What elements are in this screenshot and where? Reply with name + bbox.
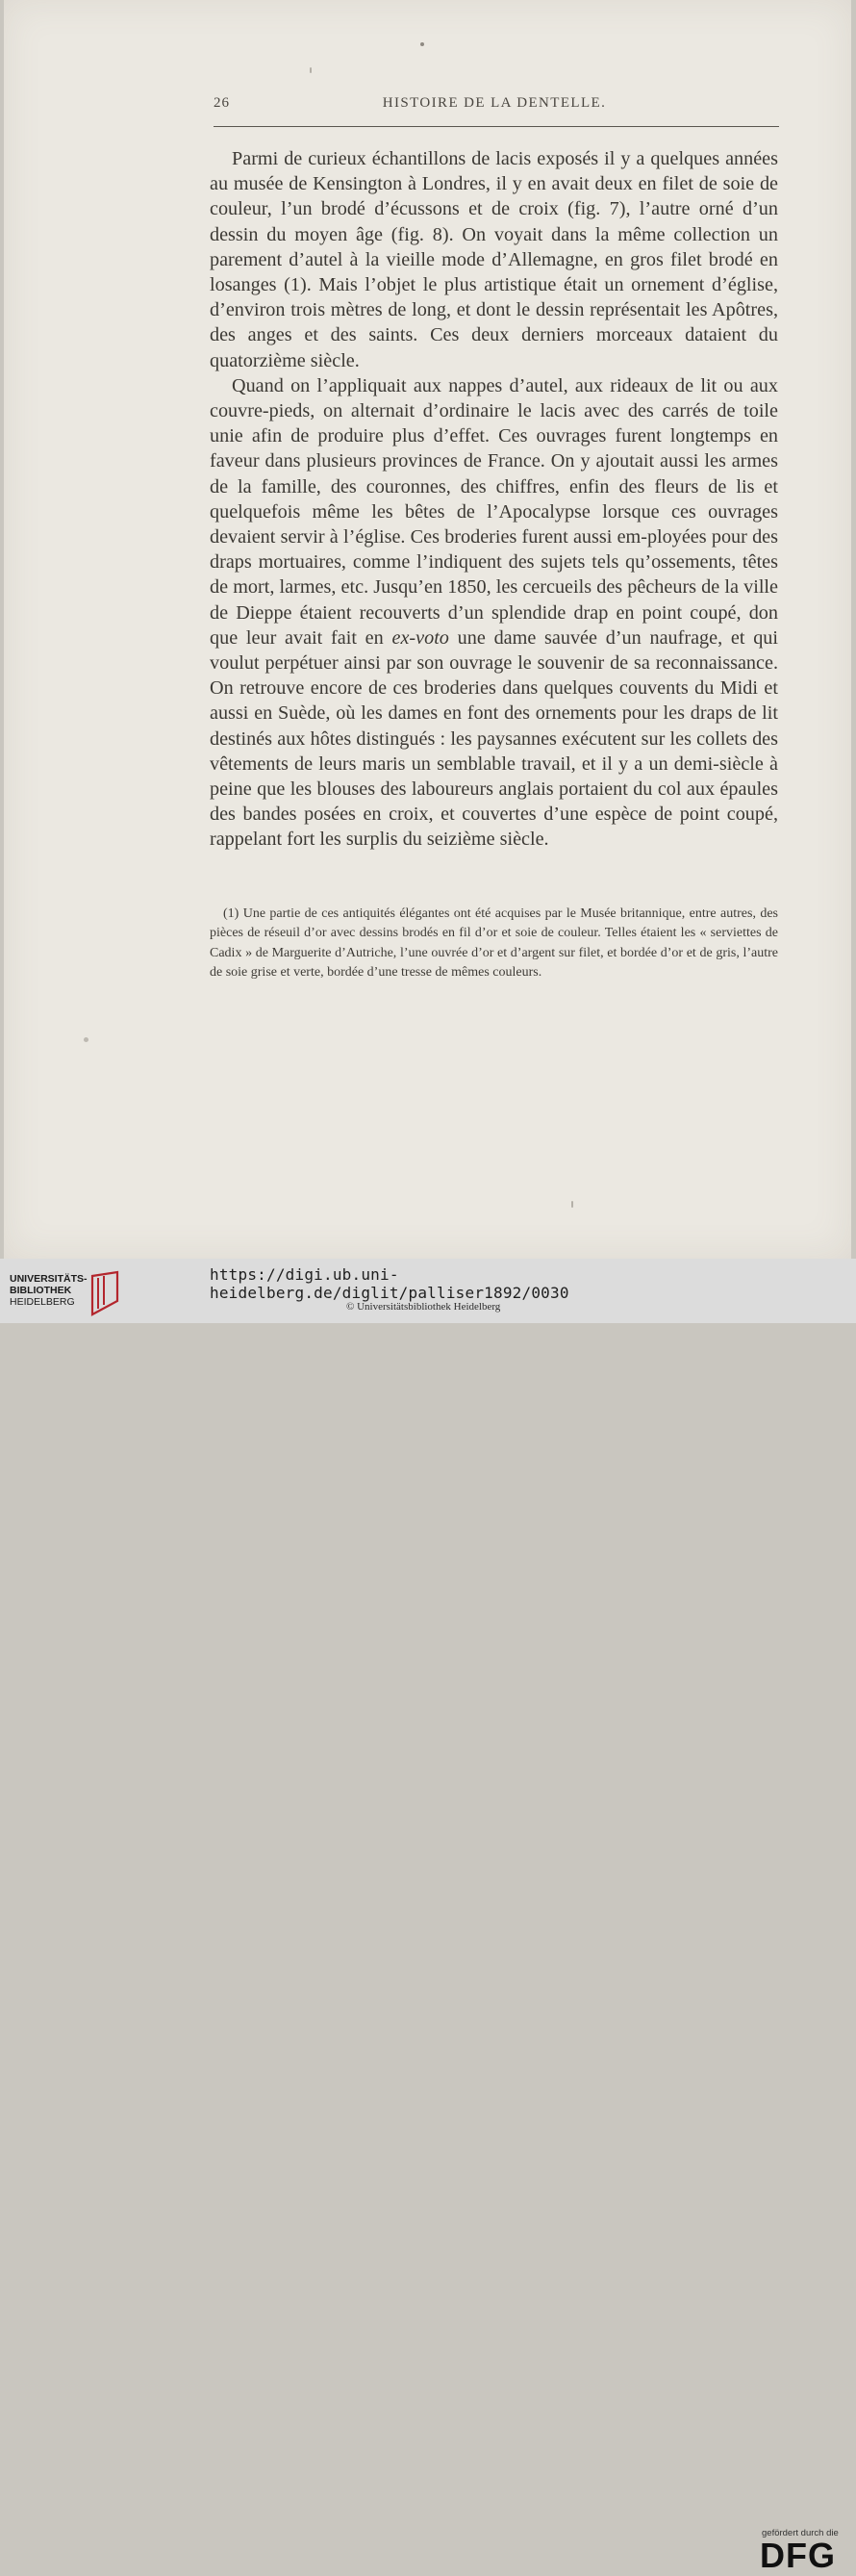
paragraph-2-part-b: une dame sauvée d’un naufrage, et qui voulut perpétuer ainsi par son ouvrage le souvenir de sa reconnaissance. On retrouve encore de ces broderies dans quelques couvents du Midi et aussi en Suède, où les dames en font des ornements pour les draps de lit destinés aux hôtes distingués : les paysannes exécutent sur les collets des vêtements de leurs maris un semblable travail, et il y a un demi-siècle à peine que les blouses des laboureurs anglais portaient du col aux épaules des bandes posées en croix, et couvertes d’une espèce de point coupé, rappelant fort les surplis du seizième siècle. <box>210 626 779 851</box>
running-title: HISTOIRE DE LA DENTELLE. <box>382 95 607 111</box>
footnote <box>210 905 778 982</box>
library-logo[interactable] <box>10 1268 135 1316</box>
paragraph-1: Parmi de curieux échantillons de lacis exposés il y a quelques années au musée de Kensington à Londres, il y en avait deux en filet de soie de couleur, l’un brodé d’écussons et de croix (fig. 7), l’autre orné d’un dessin du moyen âge (fig. 8). On voyait dans la même collection un parement d’autel à la vieille mode d’Allemagne, en gros filet brodé en losanges (1). Mais l’objet le plus artistique était un ornement d’église, d’environ trois mètres de long, et dont le dessin représentait les Apôtres, des anges et des saints. Ces deux derniers morceaux dataient du quatorzième siècle. <box>210 148 778 371</box>
permalink-url[interactable]: https://digi.ub.uni-heidelberg.de/diglit/palliser1892/0030 <box>210 1265 569 1302</box>
library-emblem-icon <box>88 1268 121 1316</box>
running-header <box>210 93 779 116</box>
paper-speck <box>310 67 312 73</box>
paper-speck <box>571 1201 573 1208</box>
italic-ex-voto: ex-voto <box>391 626 449 649</box>
copyright-notice: © Universitätsbibliothek Heidelberg <box>346 1301 501 1313</box>
sponsor-caption: gefördert durch die <box>762 2528 839 2538</box>
paragraph-2 <box>210 373 778 853</box>
paper-speck <box>84 1037 88 1042</box>
main-text <box>210 146 778 853</box>
dfg-logo[interactable]: DFG <box>760 2536 836 2575</box>
library-name-line3: HEIDELBERG <box>10 1296 75 1308</box>
paragraph-2-part-a: Quand on l’appliquait aux nappes d’autel, aux rideaux de lit ou aux couvre-pieds, on alternait d’ordinaire le lacis avec des carrés de toile unie afin de produire plus d’effet. Ces ouvrages furent longtemps en faveur dans plusieurs provinces de France. On y ajoutait aussi les armes de la famille, des couronnes, des chiffres, enfin des fleurs de lis et quelquefois même les bêtes de l’Apocalypse lorsque ces ouvrages devaient servir à l’église. Ces broderies furent aussi em-ployées pour des draps mortuaires, comme l’indiquent des sujets tels qu’ossements, têtes de mort, larmes, etc. Jusqu’en 1850, les cercueils des pêcheurs de la ville de Dieppe étaient recouverts d’un splendide drap en point coupé, don que leur avait fait en <box>210 374 778 649</box>
paper-speck <box>420 42 424 46</box>
page-number: 26 <box>214 95 230 111</box>
library-name-line2: BIBLIOTHEK <box>10 1285 72 1296</box>
footnote-text: (1) Une partie de ces antiquités élégantes ont été acquises par le Musée britannique, entre autres, des pièces de réseuil d’or avec dessins brodés en fil d’or et soie de couleur. Telles étaient les « serviettes de Cadix » de Marguerite d’Autriche, l’une ouvrée d’or et d’argent sur filet, et bordée d’or et de gris, l’autre de soie grise et verte, bordée d’une tresse de mêmes couleurs. <box>210 906 778 980</box>
header-rule <box>214 126 779 127</box>
library-name-line1: UNIVERSITÄTS- <box>10 1273 88 1285</box>
